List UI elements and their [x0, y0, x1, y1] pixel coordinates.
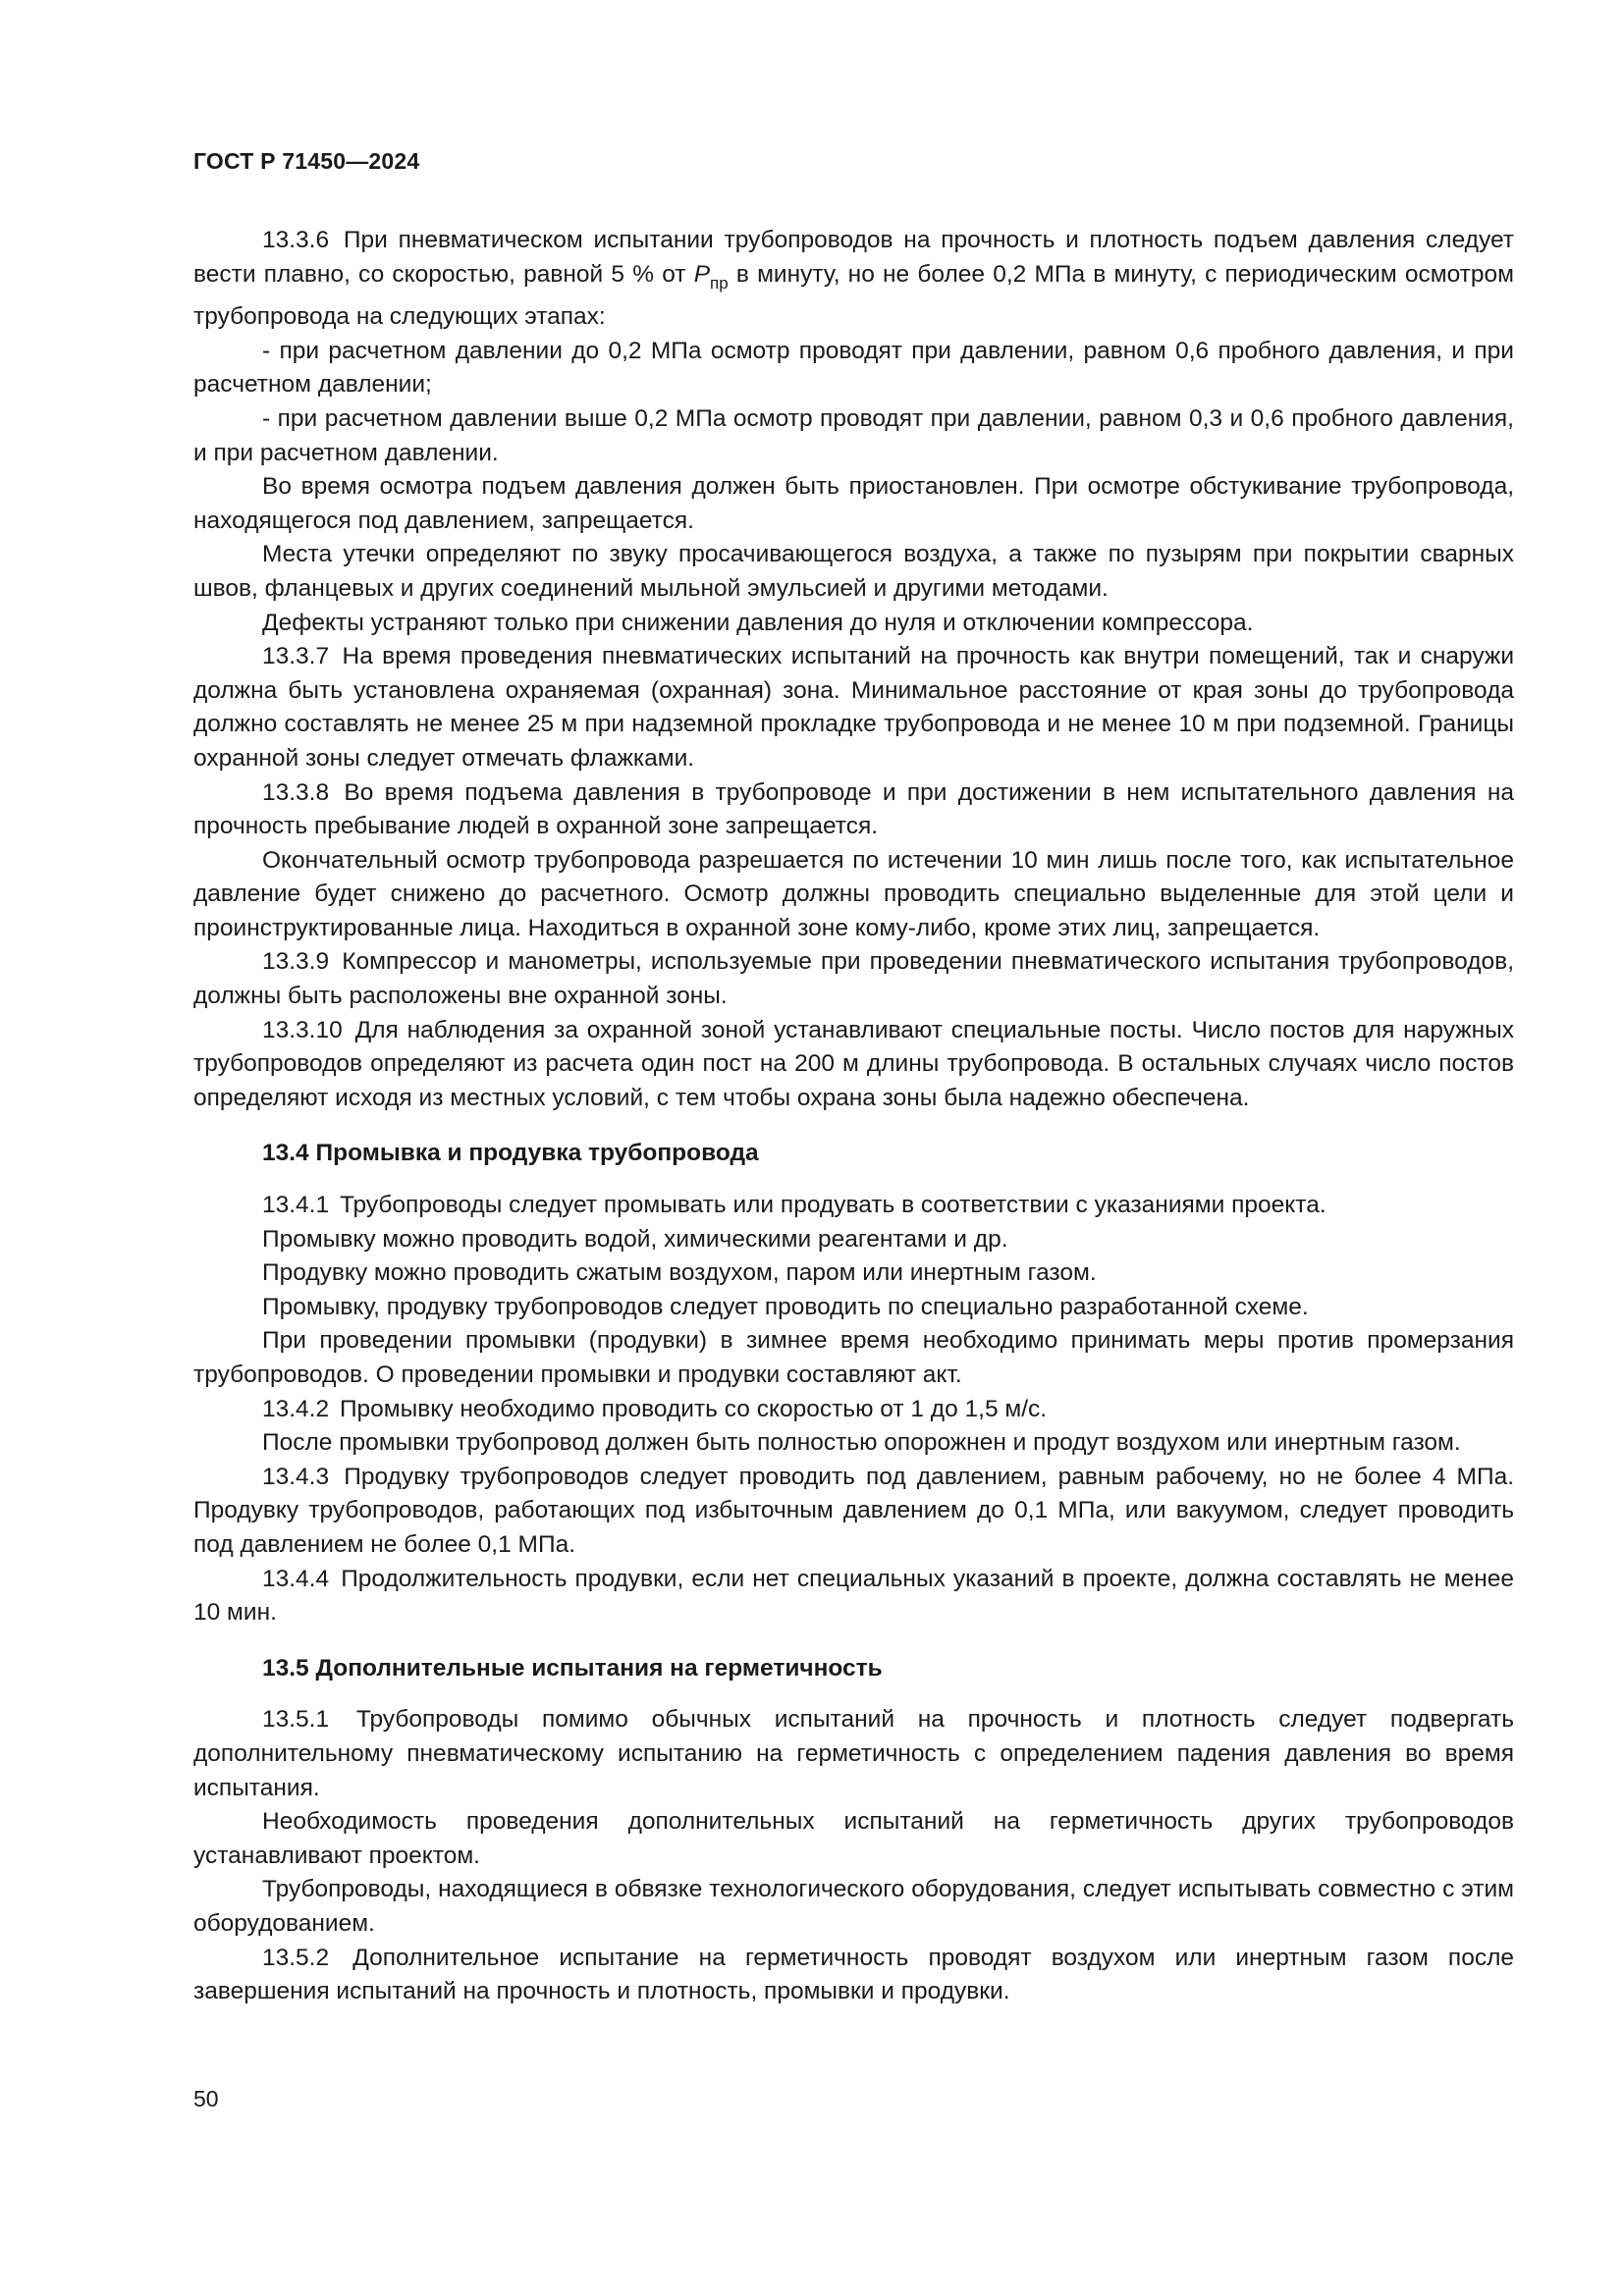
document-body [193, 224, 1514, 2009]
clause-number: 13.3.8 [262, 778, 330, 806]
list-item: - при расчетном давлении выше 0,2 МПа осмотр проводят при давлении, равном 0,3 и 0,6 пробного давления, и при расчетном давлении. [193, 404, 1514, 466]
paragraph-13-3-10 [193, 1014, 1514, 1116]
clause-text: Продувку трубопроводов следует проводить под давлением, равным рабочему, но не более 4 МПа. Продувку трубопроводов, работающих под избыточным давлением до 0,1 МПа, или вакуумом, следует проводить под давлением не более 0,1 МПа. [193, 1463, 1515, 1558]
clause-number: 13.4.2 [262, 1395, 330, 1422]
paragraph-13-5-2 [193, 1942, 1514, 2009]
clause-text: Промывку необходимо проводить со скоростью от 1 до 1,5 м/с. [339, 1395, 1048, 1422]
paragraph: Трубопроводы, находящиеся в обвязке технологического оборудования, следует испытывать совместно с этим оборудованием. [193, 1876, 1514, 1937]
paragraph-13-4-3 [193, 1461, 1514, 1563]
paragraph: Во время осмотра подъем давления должен быть приостановлен. При осмотре обстукивание трубопровода, находящегося под давлением, запрещается. [193, 473, 1514, 534]
clause-number: 13.4.3 [262, 1463, 330, 1490]
clause-text: Во время подъема давления в трубопроводе и при достижении в нем испытательного давления на прочность пребывание людей в охранной зоне запрещается. [193, 778, 1514, 840]
page-number: 50 [193, 2086, 219, 2111]
clause-text: Трубопроводы следует промывать или продувать в соответствии с указаниями проекта. [339, 1192, 1326, 1219]
paragraph: Места утечки определяют по звуку просачивающегося воздуха, а также по пузырям при покрытии сварных швов, фланцевых и других соединений мыльной эмульсией и другими методами. [193, 541, 1514, 602]
paragraph-13-3-7 [193, 640, 1514, 775]
paragraph: Промывку можно проводить водой, химическими реагентами и др. [262, 1225, 1008, 1253]
clause-text: Дополнительное испытание на герметичность проводят воздухом или инертным газом после завершения испытаний на прочность и плотность, промывки и продувки. [193, 1944, 1514, 2005]
clause-text: Трубопроводы помимо обычных испытаний на прочность и плотность следует подвергать дополнительному пневматическому испытанию на герметичность с определением падения давления во время испытания. [193, 1706, 1514, 1801]
clause-number: 13.4.4 [262, 1565, 330, 1592]
paragraph-13-3-8 [193, 776, 1514, 844]
clause-number: 13.3.9 [262, 948, 330, 976]
list-item: - при расчетном давлении до 0,2 МПа осмотр проводят при давлении, равном 0,6 пробного давления, и при расчетном давлении; [193, 337, 1514, 399]
standard-code-header: ГОСТ Р 71450—2024 [193, 148, 420, 174]
paragraph-13-3-9 [193, 945, 1514, 1013]
pressure-variable-subscript: пр [710, 273, 729, 293]
pressure-variable: P [693, 260, 711, 288]
clause-number: 13.3.6 [262, 227, 330, 253]
paragraph-13-4-4 [193, 1563, 1514, 1630]
clause-text: На время проведения пневматических испытаний на прочность как внутри помещений, так и снаружи должна быть установлена охраняемая (охранная) зона. Минимальное расстояние от края зоны до трубопровода должно составлять не менее 25 м при надземной прокладке трубопровода и не менее 10 м при подземной. Границы охранной зоны следует отмечать флажками. [193, 643, 1515, 772]
clause-text: Для наблюдения за охранной зоной устанавливают специальные посты. Число постов для наружных трубопроводов определяют из расчета один пост на 200 м длины трубопровода. В остальных случаях число постов определяют исходя из местных условий, с тем чтобы охрана зоны была надежно обеспечена. [193, 1016, 1514, 1111]
paragraph: Дефекты устраняют только при снижении давления до нуля и отключении компрессора. [262, 609, 1254, 636]
section-heading-13-5: 13.5 Дополнительные испытания на герметичность [262, 1654, 883, 1682]
clause-number: 13.5.2 [262, 1944, 330, 1971]
paragraph: После промывки трубопровод должен быть полностью опорожнен и продут воздухом или инертным газом. [262, 1429, 1461, 1457]
paragraph-13-5-1 [193, 1703, 1514, 1805]
paragraph-13-4-1 [193, 1189, 1514, 1223]
paragraph: Необходимость проведения дополнительных испытаний на герметичность других трубопроводов устанавливают проектом. [193, 1808, 1514, 1869]
paragraph: При проведении промывки (продувки) в зимнее время необходимо принимать меры против промерзания трубопроводов. О проведении промывки и продувки составляют акт. [193, 1327, 1514, 1388]
clause-text: Продолжительность продувки, если нет специальных указаний в проекте, должна составлять не менее 10 мин. [193, 1565, 1514, 1627]
paragraph: Продувку можно проводить сжатым воздухом, паром или инертным газом. [262, 1259, 1097, 1287]
clause-number: 13.5.1 [262, 1706, 330, 1734]
paragraph-13-4-2 [193, 1393, 1514, 1427]
paragraph: Окончательный осмотр трубопровода разрешается по истечении 10 мин лишь после того, как испытательное давление будет снижено до расчетного. Осмотр должны проводить специально выделенные для этой цели и проинструктированные лица. Находиться в охранной зоне кому-либо, кроме этих лиц, запрещается. [193, 846, 1514, 941]
clause-number: 13.4.1 [262, 1192, 330, 1219]
clause-text-after: в минуту, но не более 0,2 МПа в минуту, с периодическим осмотром трубопровода на следующих этапах: [193, 260, 1514, 331]
clause-text: Компрессор и манометры, используемые при проведении пневматического испытания трубопроводов, должны быть расположены вне охранной зоны. [193, 948, 1515, 1010]
paragraph: Промывку, продувку трубопроводов следует проводить по специально разработанной схеме. [262, 1293, 1309, 1320]
clause-text-before: При пневматическом испытании трубопроводов на прочность и плотность подъем давления следует вести плавно, со скоростью, равной 5 % от [193, 227, 1514, 288]
clause-number: 13.3.7 [262, 643, 330, 670]
section-heading-13-4: 13.4 Промывка и продувка трубопровода [262, 1140, 759, 1167]
clause-number: 13.3.10 [262, 1016, 343, 1043]
paragraph-13-3-6 [193, 224, 1514, 335]
